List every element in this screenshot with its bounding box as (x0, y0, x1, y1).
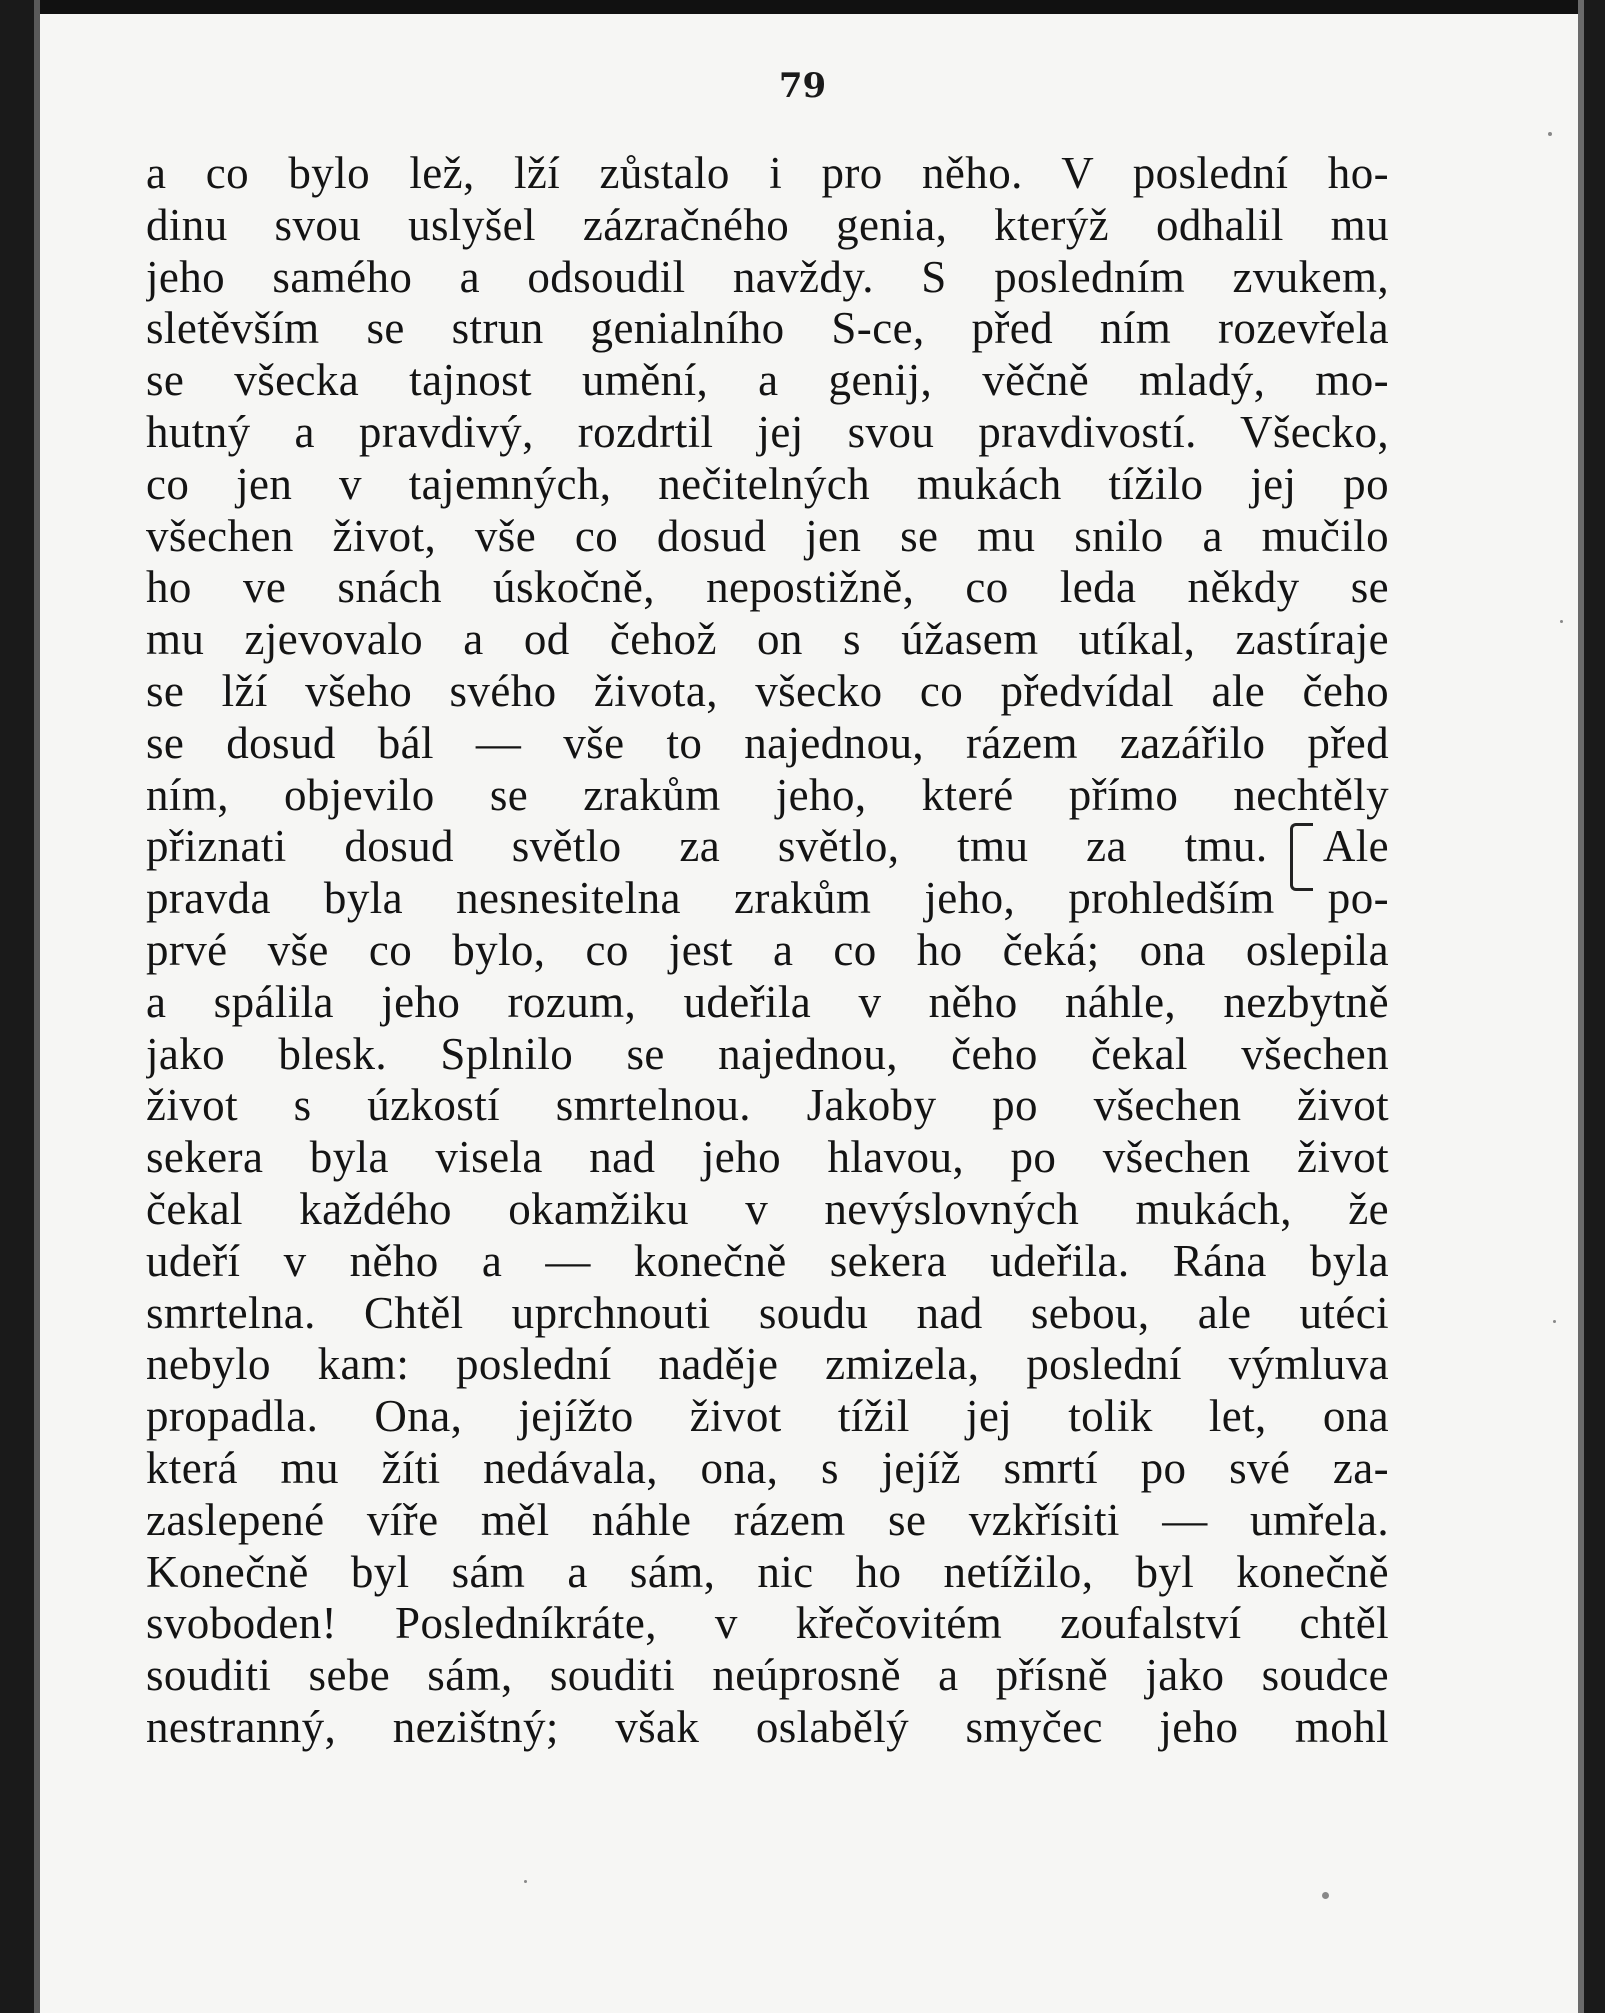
text-line: pravda byla nesnesitelna zrakům jeho, prohledším po- (146, 873, 1389, 924)
scan-border-top (0, 0, 1605, 14)
scan-border-left (0, 0, 34, 2013)
text-line: propadla. Ona, jejížto život tížil jej tolik let, ona (146, 1391, 1389, 1442)
page-number: 79 (778, 66, 827, 106)
scan-speck (1548, 132, 1552, 136)
scan-speck (1322, 1892, 1329, 1899)
text-line: Konečně byl sám a sám, nic ho netížilo, byl konečně (146, 1546, 1389, 1597)
text-line: udeří v něho a — konečně sekera udeřila. Rána byla (146, 1235, 1389, 1286)
text-line: se lží všeho svého života, všecko co předvídal ale čeho (146, 665, 1389, 716)
text-line: co jen v tajemných, nečitelných mukách tížilo jej po (146, 458, 1389, 509)
scan-border-right (1584, 0, 1605, 2013)
text-line: dinu svou uslyšel zázračného genia, kterýž odhalil mu (146, 199, 1389, 250)
text-line: mu zjevovalo a od čehož on s úžasem utíkal, zastíraje (146, 614, 1389, 665)
text-line: nestranný, nezištný; však oslabělý smyčec jeho mohl (146, 1701, 1389, 1752)
scan-speck (1560, 620, 1563, 623)
text-line: ním, objevilo se zrakům jeho, které přímo nechtěly (146, 769, 1389, 820)
text-line: ho ve snách úskočně, nepostižně, co leda někdy se (146, 562, 1389, 613)
text-line: a co bylo lež, lží zůstalo i pro něho. V poslední ho- (146, 148, 1389, 198)
text-line: jako blesk. Splnilo se najednou, čeho čekal všechen (146, 1028, 1389, 1079)
text-line: všechen život, vše co dosud jen se mu snilo a mučilo (146, 510, 1389, 561)
scan-speck (1553, 1320, 1556, 1323)
scan-border-left-shadow (34, 0, 40, 2013)
text-line: život s úzkostí smrtelnou. Jakoby po všechen život (146, 1080, 1389, 1131)
text-line: nebylo kam: poslední naděje zmizela, poslední výmluva (146, 1339, 1389, 1390)
text-line: se všecka tajnost umění, a genij, věčně mladý, mo- (146, 355, 1389, 406)
text-line: čekal každého okamžiku v nevýslovných mukách, že (146, 1183, 1389, 1234)
text-line: jeho samého a odsoudil navždy. S posledním zvukem, (146, 251, 1389, 302)
text-line: přiznati dosud světlo za světlo, tmu za tmu. Ale (146, 821, 1389, 872)
text-line: souditi sebe sám, souditi neúprosně a přísně jako soudce (146, 1650, 1389, 1701)
text-line: hutný a pravdivý, rozdrtil jej svou pravdivostí. Všecko, (146, 406, 1389, 457)
text-line: svoboden! Posledníkráte, v křečovitém zoufalství chtěl (146, 1598, 1389, 1649)
text-line: smrtelna. Chtěl uprchnouti soudu nad sebou, ale utéci (146, 1287, 1389, 1338)
scan-speck (524, 1880, 527, 1883)
text-line: a spálila jeho rozum, udeřila v něho náhle, nezbytně (146, 976, 1389, 1027)
text-line: sletěvším se strun genialního S-ce, před ním rozevřela (146, 303, 1389, 354)
text-line: se dosud bál — vše to najednou, rázem zazářilo před (146, 717, 1389, 768)
body-text (146, 148, 1389, 1754)
text-line: prvé vše co bylo, co jest a co ho čeká; ona oslepila (146, 924, 1389, 975)
handwritten-bracket-mark (1290, 823, 1313, 891)
text-line: která mu žíti nedávala, ona, s jejíž smrtí po své za- (146, 1442, 1389, 1493)
text-line: sekera byla visela nad jeho hlavou, po všechen život (146, 1132, 1389, 1183)
text-line: zaslepené víře měl náhle rázem se vzkřísiti — umřela. (146, 1494, 1389, 1545)
